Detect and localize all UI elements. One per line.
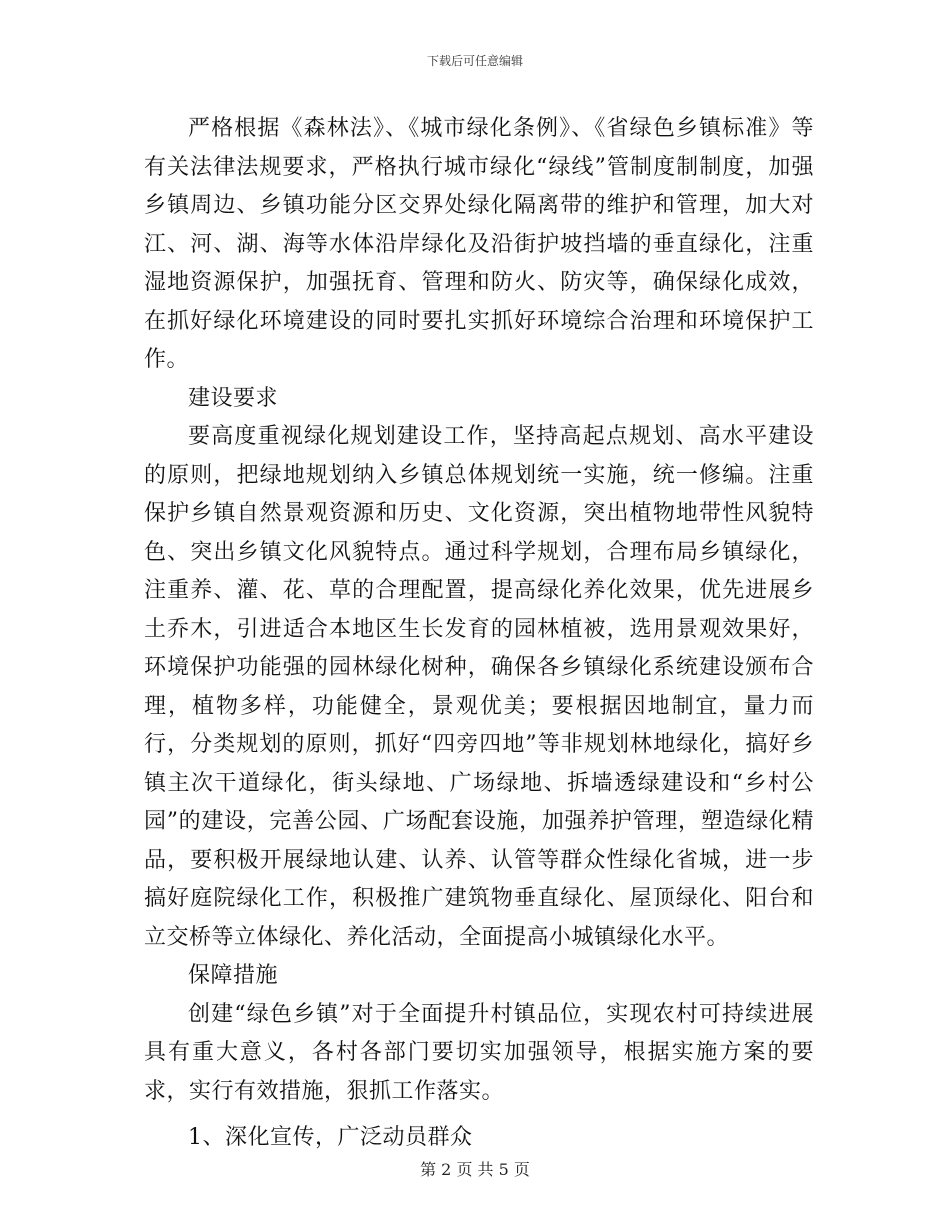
paragraph-safeguard-measures: 创建“绿色乡镇”对于全面提升村镇品位，实现农村可持续进展具有重大意义，各村各部门要切实加强领导，根据实施方案的要求，实行有效措施，狠抓工作落实。 [144, 1001, 814, 1104]
numbered-item-1: 1、深化宣传，广泛动员群众 [188, 1125, 473, 1150]
paragraph-construction-requirements: 要高度重视绿化规划建设工作，坚持高起点规划、高水平建设的原则，把绿地规划纳入乡镇总体规划统一实施，统一修编。注重保护乡镇自然景观资源和历史、文化资源，突出植物地带性风貌特色、突出乡镇文化风貌特点。通过科学规划，合理布局乡镇绿化，注重养、灌、花、草的合理配置，提高绿化养化效果，优先进展乡土乔木，引进适合本地区生长发育的园林植被，选用景观效果好，环境保护功能强的园林绿化树种，确保各乡镇绿化系统建设颁布合理，植物多样，功能健全，景观优美；要根据因地制宜，量力而行，分类规划的原则，抓好“四旁四地”等非规划林地绿化，搞好乡镇主次干道绿化，街头绿地、广场绿地、拆墙透绿建设和“乡村公园”的建设，完善公园、广场配套设施，加强养护管理，塑造绿化精品，要积极开展绿地认建、认养、认管等群众性绿化省城，进一步搞好庭院绿化工作，积极推广建筑物垂直绿化、屋顶绿化、阳台和立交桥等立体绿化、养化活动，全面提高小城镇绿化水平。 [144, 424, 814, 950]
document-body [144, 110, 814, 1158]
page-header: 下载后可任意编辑 [426, 54, 523, 68]
page-number-footer: 第 2 页 共 5 页 [420, 1160, 530, 1179]
paragraph-regulations: 严格根据《森林法》、《城市绿化条例》、《省绿色乡镇标准》等有关法律法规要求，严格执行城市绿化“绿线”管制度制制度，加强乡镇周边、乡镇功能分区交界处绿化隔离带的维护和管理，加大对江、河、湖、海等水体沿岸绿化及沿街护坡挡墙的垂直绿化，注重湿地资源保护，加强抚育、管理和防火、防灾等，确保绿化成效，在抓好绿化环境建设的同时要扎实抓好环境综合治理和环境保护工作。 [144, 116, 814, 372]
section-heading-safeguard-measures: 保障措施 [188, 963, 279, 988]
section-heading-construction-requirements: 建设要求 [188, 385, 279, 411]
